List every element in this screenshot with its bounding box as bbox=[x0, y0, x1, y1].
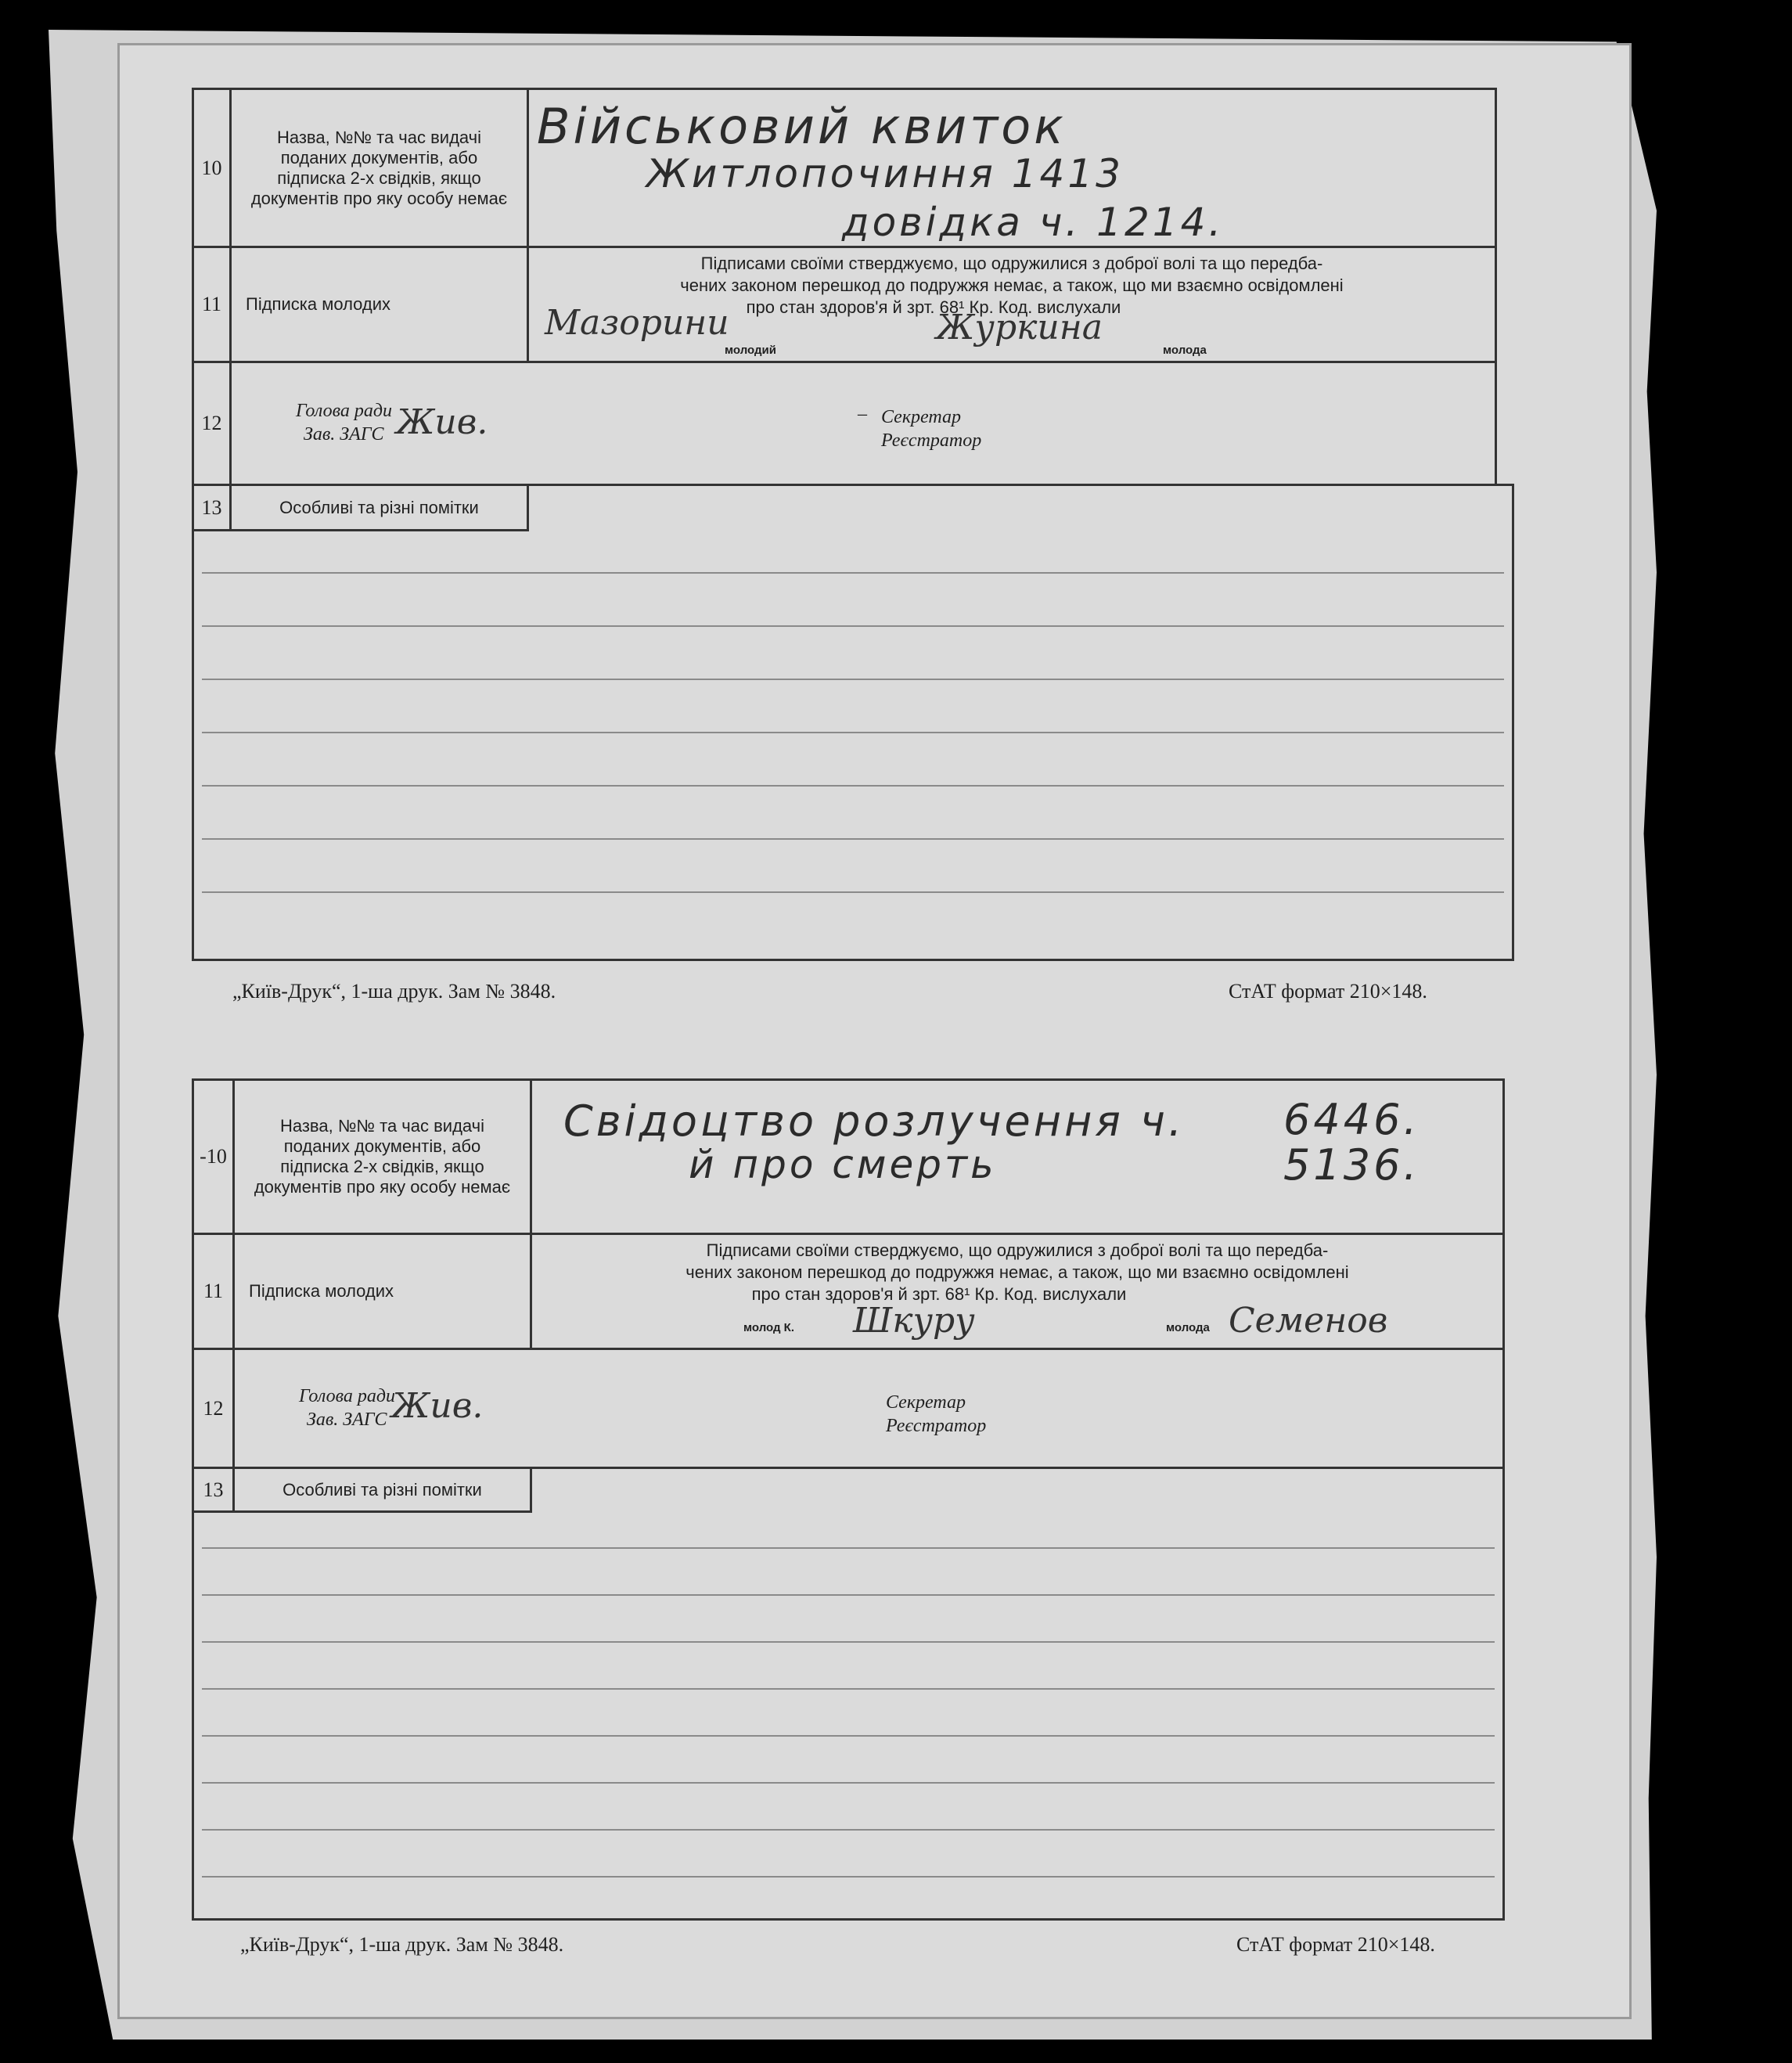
head-label: Голова ради bbox=[296, 401, 392, 421]
row-number: 13 bbox=[194, 1469, 235, 1513]
row-11 bbox=[192, 1233, 1505, 1350]
handwritten-number: 5136. bbox=[1283, 1140, 1420, 1190]
dash: – bbox=[858, 404, 867, 424]
head-signature: Жив. bbox=[391, 1386, 484, 1426]
row-10 bbox=[192, 1078, 1505, 1235]
row-number: 11 bbox=[194, 1235, 235, 1348]
head-label: Голова ради bbox=[299, 1386, 395, 1406]
handwritten-text: й про смерть bbox=[689, 1142, 997, 1187]
officials-area bbox=[235, 1350, 1502, 1467]
bride-caption: молода bbox=[1166, 1321, 1210, 1334]
row-12 bbox=[192, 1348, 1505, 1469]
row-number: 13 bbox=[194, 486, 232, 531]
bride-caption: молода bbox=[1163, 344, 1207, 357]
row-label: Особливі та різні помітки bbox=[235, 1469, 532, 1513]
oath-line: чених законом перешкод до подружжя немає, а також, що ми взаємно освідомлені bbox=[680, 275, 1344, 295]
row-label: Підписка молодих bbox=[232, 248, 529, 361]
notes-lines bbox=[194, 1469, 1502, 1918]
registrar-label: Реєстратор bbox=[886, 1416, 987, 1436]
row-10 bbox=[192, 88, 1497, 248]
form-bottom bbox=[192, 1078, 1505, 1971]
oath-line: про стан здоров'я й зрт. 68¹ Кр. Код. вислухали bbox=[746, 297, 1121, 317]
oath-line: Підписами своїми стверджуємо, що одружилися з доброї волі та що передба- bbox=[700, 254, 1323, 273]
groom-signature: Шкуру bbox=[853, 1301, 975, 1341]
groom-signature: Мазорини bbox=[545, 303, 729, 343]
row-value bbox=[532, 1235, 1502, 1348]
zags-label: Зав. ЗАГС bbox=[307, 1410, 387, 1430]
groom-caption: молодий bbox=[725, 344, 776, 357]
row-number: 11 bbox=[194, 248, 232, 361]
row-label: Особливі та різні помітки bbox=[232, 486, 529, 531]
handwritten-text: Військовий квиток bbox=[537, 98, 1067, 155]
handwritten-text: довідка ч. 1214. bbox=[842, 200, 1225, 245]
notes-lines bbox=[194, 486, 1512, 959]
footer-format: СтАТ формат 210×148. bbox=[1236, 1933, 1435, 1956]
handwritten-text: Житлопочиння 1413 bbox=[646, 151, 1124, 196]
row-number: -10 bbox=[194, 1081, 235, 1233]
footer-printer: „Київ-Друк“, 1-ша друк. Зам № 3848. bbox=[240, 1933, 564, 1956]
row-11 bbox=[192, 246, 1497, 363]
row-value bbox=[532, 1081, 1502, 1233]
oath-line: чених законом перешкод до подружжя немає, а також, що ми взаємно освідомлені bbox=[685, 1262, 1349, 1282]
row-13 bbox=[192, 484, 1514, 961]
handwritten-number: 6446. bbox=[1283, 1095, 1420, 1144]
row-13 bbox=[192, 1467, 1505, 1921]
footer-printer: „Київ-Друк“, 1-ша друк. Зам № 3848. bbox=[232, 980, 556, 1003]
row-label: Назва, №№ та час видачі поданих документів, або підписка 2-х свідків, якщо документів про яку особу немає bbox=[232, 90, 529, 246]
row-value bbox=[529, 248, 1495, 361]
row-number: 12 bbox=[194, 363, 232, 484]
handwritten-text: Свідоцтво розлучення ч. bbox=[563, 1096, 1186, 1146]
groom-caption: молод К. bbox=[743, 1321, 794, 1334]
row-number: 10 bbox=[194, 90, 232, 246]
secretary-label: Секретар bbox=[881, 407, 962, 427]
zags-label: Зав. ЗАГС bbox=[304, 424, 384, 445]
head-signature: Жив. bbox=[396, 402, 488, 442]
row-label: Підписка молодих bbox=[235, 1235, 532, 1348]
footer-format: СтАТ формат 210×148. bbox=[1229, 980, 1427, 1003]
oath-line: про стан здоров'я й зрт. 68¹ Кр. Код. вислухали bbox=[751, 1284, 1127, 1304]
secretary-label: Секретар bbox=[886, 1392, 966, 1413]
row-12 bbox=[192, 361, 1497, 486]
bride-signature: Семенов bbox=[1229, 1301, 1388, 1341]
bride-signature: Журкина bbox=[936, 308, 1103, 347]
row-value bbox=[529, 90, 1495, 246]
officials-area bbox=[232, 363, 1495, 484]
row-label: Назва, №№ та час видачі поданих документів, або підписка 2-х свідків, якщо документів про яку особу немає bbox=[235, 1081, 532, 1233]
form-top bbox=[192, 88, 1505, 1003]
registrar-label: Реєстратор bbox=[881, 430, 982, 451]
oath-line: Підписами своїми стверджуємо, що одружилися з доброї волі та що передба- bbox=[706, 1240, 1329, 1260]
row-number: 12 bbox=[194, 1350, 235, 1467]
